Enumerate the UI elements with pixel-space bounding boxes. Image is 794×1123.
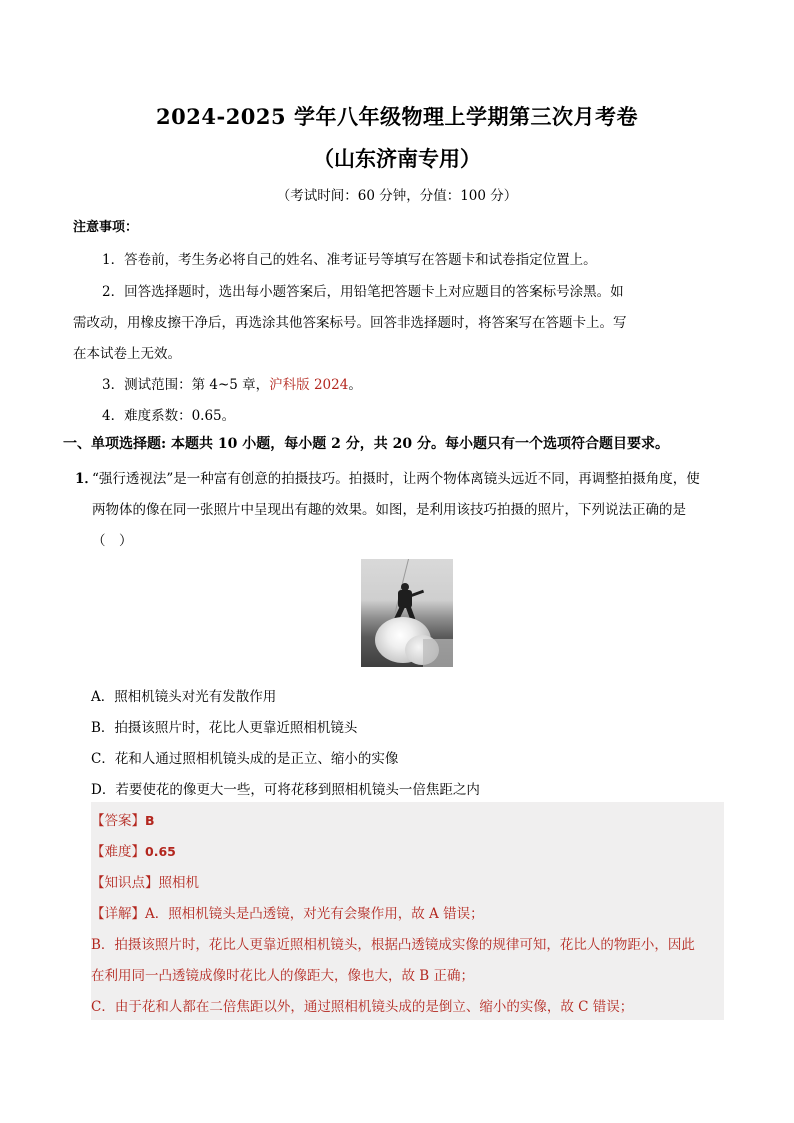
section-heading: 一、单项选择题: 本题共 10 小题，每小题 2 分，共 20 分。每小题只有一个选项符合题目要求。 [63,436,669,452]
knowledge-label: 【知识点】 [91,875,159,891]
notice-heading: 注意事项： [73,220,139,235]
photo-person-arm [410,590,424,598]
option-d: D．若要使花的像更大一些，可将花移到照相机镜头一倍焦距之内 [91,782,480,798]
question-stem-line-2: 两物体的像在同一张照片中呈现出有趣的效果。如图，是利用该技巧拍摄的照片，下列说法正确的是 [92,502,686,518]
difficulty-value: 0.65 [145,844,176,859]
answer-value: B [145,813,155,828]
notice-item-4: 4．难度系数：0.65。 [102,408,236,424]
page-title: 2024-2025 学年八年级物理上学期第三次月考卷 [156,104,638,129]
detail-label: 【详解】 [91,906,145,922]
question-stem-line-1: “强行透视法”是一种富有创意的拍摄技巧。拍摄时，让两个物体离镜头远近不同，再调整拍摄角度，使 [92,471,700,487]
notice-item-3-highlight: 沪科版 2024 [269,377,349,393]
exam-info: （考试时间：60 分钟，分值：100 分） [276,188,518,204]
question-photo [361,559,453,667]
notice-item-3 [102,373,362,393]
answer-row [91,809,155,829]
question-stem-line-3: （ ） [92,533,133,549]
detail-c: C．由于花和人都在二倍焦距以外，通过照相机镜头成的是倒立、缩小的实像，故 C 错误； [91,999,634,1015]
knowledge-value: 照相机 [158,875,199,891]
option-c: C．花和人通过照相机镜头成的是正立、缩小的实像 [91,751,399,767]
detail-b-line-2: 在利用同一凸透镜成像时花比人的像距大，像也大，故 B 正确； [91,968,475,984]
question-number: 1． [75,471,98,487]
option-a: A．照相机镜头对光有发散作用 [91,689,277,705]
notice-item-3-prefix: 3．测试范围：第 4~5 章， [102,377,270,393]
notice-item-2-line-2: 需改动，用橡皮擦干净后，再选涂其他答案标号。回答非选择题时，将答案写在答题卡上。写 [73,315,627,331]
photo-railing [423,639,453,667]
detail-b-line-1: B．拍摄该照片时，花比人更靠近照相机镜头，根据凸透镜成实像的规律可知，花比人的物距小，因此 [91,937,695,953]
answer-explanation-box [91,802,724,1020]
notice-item-2-line-1: 2．回答选择题时，选出每小题答案后，用铅笔把答题卡上对应题目的答案标号涂黑。如 [102,284,624,300]
difficulty-row [91,840,176,860]
detail-a: A．照相机镜头是凸透镜，对光有会聚作用，故 A 错误； [145,906,484,922]
notice-item-1: 1．答卷前，考生务必将自己的姓名、准考证号等填写在答题卡和试卷指定位置上。 [102,252,597,268]
answer-label: 【答案】 [91,813,145,829]
notice-item-2-line-3: 在本试卷上无效。 [73,346,181,362]
option-b: B．拍摄该照片时，花比人更靠近照相机镜头 [91,720,358,736]
notice-item-3-suffix: 。 [348,377,362,393]
detail-row-a [91,902,484,922]
difficulty-label: 【难度】 [91,844,145,860]
page-subtitle: （山东济南专用） [313,146,481,171]
knowledge-row [91,871,199,891]
